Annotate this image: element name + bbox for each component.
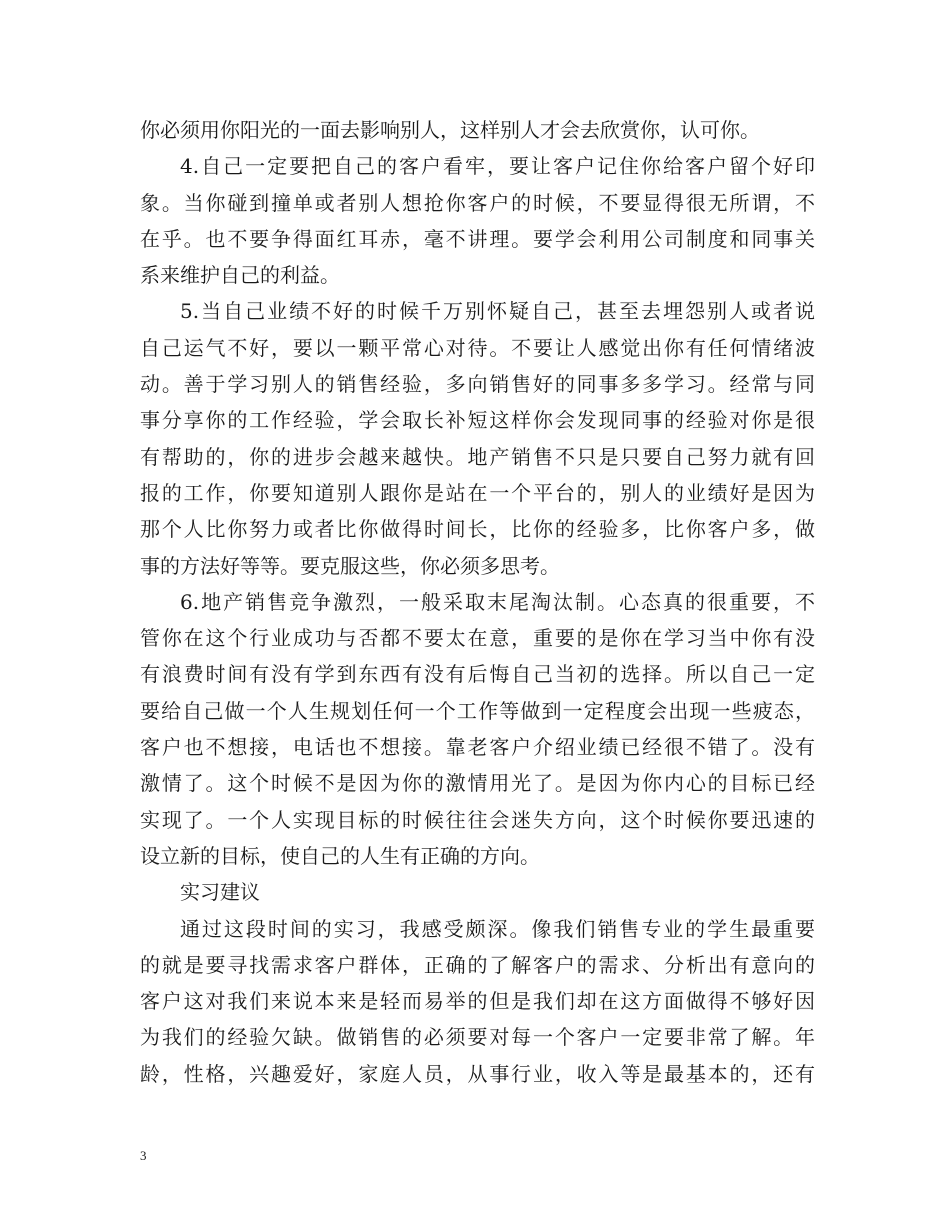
text-line: 实现了。一个人实现目标的时候往往会迷失方向，这个时候你要迅速的 — [140, 807, 815, 832]
text-line: 6.地产销售竞争激烈，一般采取末尾淘汰制。心态真的很重要，不 — [180, 589, 815, 614]
text-line: 在乎。也不要争得面红耳赤，毫不讲理。要学会利用公司制度和同事关 — [140, 226, 815, 251]
text-line: 通过这段时间的实习，我感受颇深。像我们销售专业的学生最重要 — [180, 916, 815, 941]
text-line: 要给自己做一个人生规划任何一个工作等做到一定程度会出现一些疲态， — [140, 698, 815, 723]
text-line: 客户也不想接，电话也不想接。靠老客户介绍业绩已经很不错了。没有 — [140, 735, 815, 760]
body-text — [140, 112, 815, 1092]
text-line: 自己运气不好，要以一颗平常心对待。不要让人感觉出你有任何情绪波 — [140, 335, 815, 360]
text-line: 报的工作，你要知道别人跟你是站在一个平台的，别人的业绩好是因为 — [140, 480, 815, 505]
text-line: 系来维护自己的利益。 — [140, 263, 340, 288]
text-line: 有帮助的，你的进步会越来越快。地产销售不只是只要自己努力就有回 — [140, 444, 815, 469]
text-line: 的就是要寻找需求客户群体，正确的了解客户的需求、分析出有意向的 — [140, 952, 815, 977]
text-line: 管你在这个行业成功与否都不要太在意，重要的是你在学习当中你有没 — [140, 626, 815, 651]
text-line: 事分享你的工作经验，学会取长补短这样你会发现同事的经验对你是很 — [140, 408, 815, 433]
text-line: 5.当自己业绩不好的时候千万别怀疑自己，甚至去埋怨别人或者说 — [180, 299, 815, 324]
text-line: 为我们的经验欠缺。做销售的必须要对每一个客户一定要非常了解。年 — [140, 1025, 815, 1050]
text-line: 象。当你碰到撞单或者别人想抢你客户的时候，不要显得很无所谓，不 — [140, 190, 815, 215]
text-line: 实习建议 — [180, 880, 260, 905]
text-line: 激情了。这个时候不是因为你的激情用光了。是因为你内心的目标已经 — [140, 771, 815, 796]
text-line: 有浪费时间有没有学到东西有没有后悔自己当初的选择。所以自己一定 — [140, 662, 815, 687]
text-line: 客户这对我们来说本来是轻而易举的但是我们却在这方面做得不够好因 — [140, 989, 815, 1014]
text-line: 设立新的目标，使自己的人生有正确的方向。 — [140, 843, 540, 868]
text-line: 动。善于学习别人的销售经验，多向销售好的同事多多学习。经常与同 — [140, 372, 815, 397]
text-line: 4.自己一定要把自己的客户看牢，要让客户记住你给客户留个好印 — [180, 154, 815, 179]
text-line: 龄，性格，兴趣爱好，家庭人员，从事行业，收入等是最基本的，还有 — [140, 1061, 815, 1086]
text-line: 事的方法好等等。要克服这些，你必须多思考。 — [140, 553, 560, 578]
page-number: 3 — [140, 1148, 147, 1163]
text-line: 那个人比你努力或者比你做得时间长，比你的经验多，比你客户多，做 — [140, 517, 815, 542]
text-line: 你必须用你阳光的一面去影响别人，这样别人才会去欣赏你，认可你。 — [140, 118, 760, 142]
